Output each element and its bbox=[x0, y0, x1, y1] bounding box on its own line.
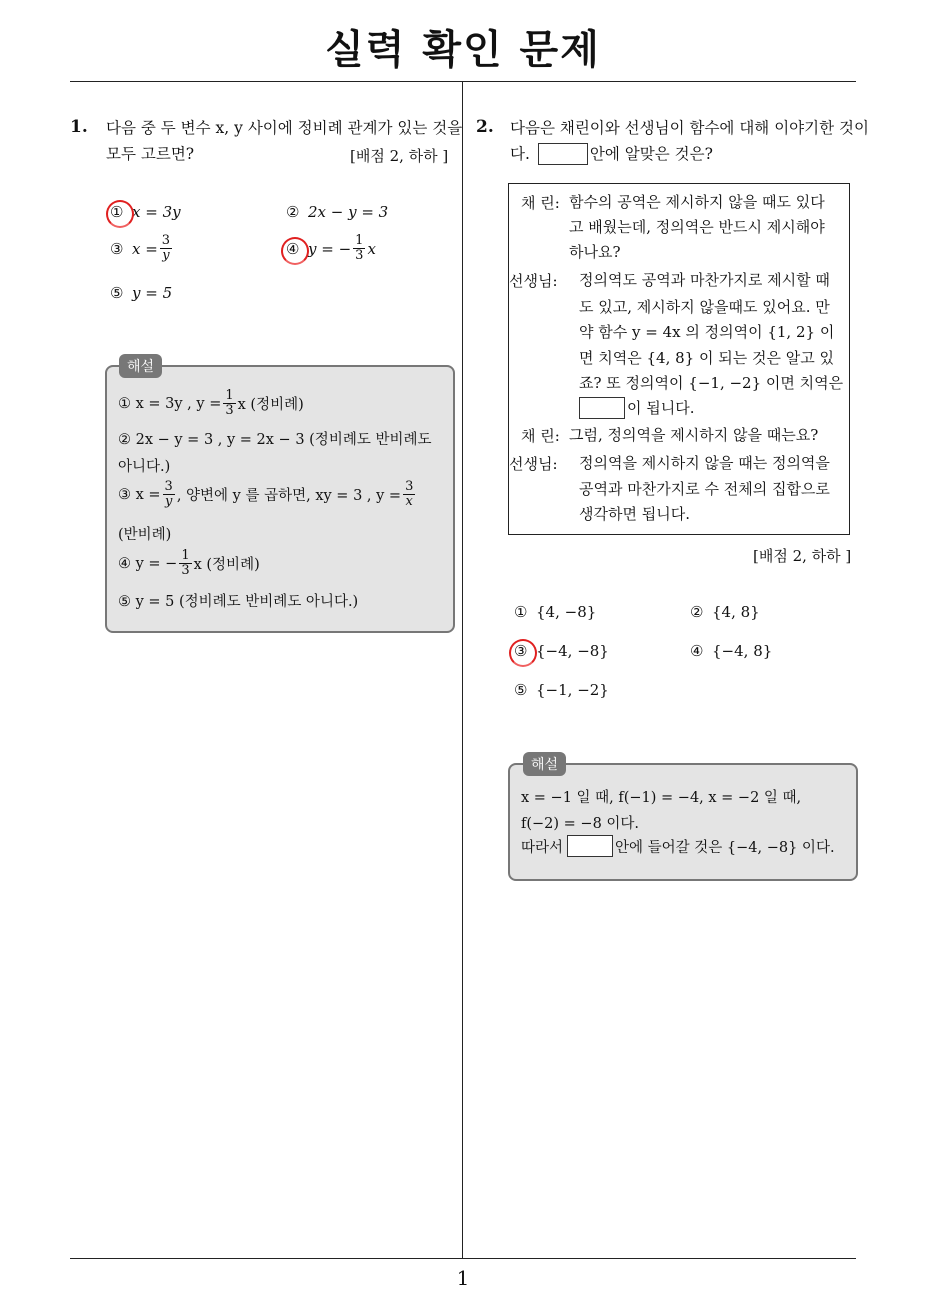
q1-choice-5[interactable] bbox=[110, 284, 172, 302]
dialog-line: 생각하면 됩니다. bbox=[579, 505, 690, 523]
column-divider bbox=[462, 82, 463, 1258]
choice-expr: {−4, −8} bbox=[536, 642, 609, 660]
q1-sol-line5: (반비례) bbox=[118, 527, 172, 543]
dialog-line: 공역과 마찬가지로 수 전체의 집합으로 bbox=[579, 480, 830, 498]
dialog-line: 고 배웠는데, 정의역은 반드시 제시해야 bbox=[569, 218, 825, 236]
choice-mark: ④ bbox=[286, 239, 300, 258]
dialog-line: 이 됩니다. bbox=[579, 396, 695, 420]
speaker-label: 채 린: bbox=[521, 194, 560, 212]
answer-blank-box bbox=[567, 835, 613, 857]
choice-mark: ③ bbox=[514, 642, 528, 660]
speaker-label: 선생님: bbox=[509, 272, 558, 290]
choice-mark: ③ bbox=[110, 239, 124, 258]
q1-sol-line4: ③ x = $\frac{3}{y}$ , 양변에 y 를 곱하면, xy = 3 , y = $\frac{3}{x}$ bbox=[118, 479, 414, 509]
q1-points: [배점 2, 하하 ] bbox=[350, 147, 449, 165]
speaker-label: 채 린: bbox=[521, 427, 560, 445]
choice-lhs: x = bbox=[132, 239, 158, 258]
q2-sol-line1: x = −1 일 때, f(−1) = −4, x = −2 일 때, bbox=[521, 790, 802, 806]
bottom-divider bbox=[70, 1258, 856, 1259]
q1-sol-line6: ④ y = − $\frac{1}{3}$ x (정비례) bbox=[118, 548, 260, 578]
dialog-line: 정의역을 제시하지 않을 때는 정의역을 bbox=[579, 454, 830, 472]
dialog-line: 그럼, 정의역을 제시하지 않을 때는요? bbox=[569, 426, 819, 444]
q2-choice-2[interactable] bbox=[690, 603, 760, 621]
q2-choice-4[interactable] bbox=[690, 642, 772, 660]
dialog-line: 함수의 공역은 제시하지 않을 때도 있다 bbox=[569, 193, 825, 211]
fraction: $\frac{1}{3}$ bbox=[355, 233, 364, 263]
q2-number: 2. bbox=[476, 117, 494, 137]
choice-expr: 2x − y = 3 bbox=[308, 203, 389, 221]
answer-circle-mark bbox=[281, 237, 309, 265]
top-divider bbox=[70, 81, 856, 82]
q1-text-line1: 다음 중 두 변수 x, y 사이에 정비례 관계가 있는 것을 bbox=[106, 119, 463, 137]
answer-blank-box bbox=[579, 397, 625, 419]
choice-mark: ① bbox=[514, 603, 528, 621]
choice-mark: ⑤ bbox=[514, 681, 528, 699]
q1-sol-line7: ⑤ y = 5 (정비례도 반비례도 아니다.) bbox=[118, 594, 359, 610]
fraction: $\frac{3}{y}$ bbox=[161, 233, 171, 263]
answer-blank-box bbox=[538, 143, 588, 165]
q2-choice-5[interactable] bbox=[514, 681, 609, 699]
choice-expr: x = 3y bbox=[132, 203, 181, 221]
answer-circle-mark bbox=[509, 639, 537, 667]
q1-sol-line2: ② 2x − y = 3 , y = 2x − 3 (정비례도 반비례도 bbox=[118, 432, 432, 448]
q1-solution-tag: 해설 bbox=[119, 354, 162, 378]
choice-expr: {−4, 8} bbox=[712, 642, 773, 660]
q1-sol-line3: 아니다.) bbox=[118, 459, 171, 475]
q2-sol-line3: 따라서 안에 들어갈 것은 {−4, −8} 이다. bbox=[521, 835, 835, 857]
q1-number: 1. bbox=[70, 117, 88, 137]
page-number: 1 bbox=[456, 1266, 470, 1290]
choice-expr: {−1, −2} bbox=[536, 681, 609, 699]
q1-choice-2[interactable] bbox=[286, 203, 388, 221]
choice-mark: ⑤ bbox=[110, 284, 124, 302]
dialog-line: 면 치역은 {4, 8} 이 되는 것은 알고 있 bbox=[579, 349, 834, 367]
choice-rhs: x bbox=[367, 239, 376, 258]
dialog-line: 하나요? bbox=[569, 243, 621, 261]
q1-choice-3[interactable] bbox=[110, 234, 174, 263]
choice-lhs: y = − bbox=[308, 239, 352, 258]
dialog-line: 죠? 또 정의역이 {−1, −2} 이면 치역은 bbox=[579, 374, 844, 392]
choice-mark: ④ bbox=[690, 642, 704, 660]
choice-mark: ① bbox=[110, 203, 124, 221]
dialog-line: 약 함수 y = 4x 의 정의역이 {1, 2} 이 bbox=[579, 323, 835, 341]
choice-mark: ② bbox=[286, 203, 300, 221]
q2-solution-tag: 해설 bbox=[523, 752, 566, 776]
dialog-line: 정의역도 공역과 마찬가지로 제시할 때 bbox=[579, 271, 830, 289]
answer-circle-mark bbox=[106, 200, 134, 228]
q1-sol-line1: ① x = 3y , y = $\frac{1}{3}$ x (정비례) bbox=[118, 388, 304, 418]
choice-expr: {4, −8} bbox=[536, 603, 597, 621]
q2-sol-line2: f(−2) = −8 이다. bbox=[521, 816, 640, 832]
choice-expr: y = 5 bbox=[132, 284, 173, 302]
q2-points: [배점 2, 하하 ] bbox=[753, 547, 852, 565]
choice-expr: {4, 8} bbox=[712, 603, 760, 621]
page-title: 실력 확인 문제 bbox=[325, 27, 601, 73]
speaker-label: 선생님: bbox=[509, 455, 558, 473]
q2-text-line2: 다. 안에 알맞은 것은? bbox=[510, 145, 713, 163]
choice-mark: ② bbox=[690, 603, 704, 621]
dialog-line: 도 있고, 제시하지 않을때도 있어요. 만 bbox=[579, 298, 830, 316]
q2-choice-1[interactable] bbox=[514, 603, 596, 621]
q2-text-line1: 다음은 채린이와 선생님이 함수에 대해 이야기한 것이 bbox=[510, 119, 869, 137]
q1-text-line2: 모두 고르면? bbox=[106, 145, 195, 163]
